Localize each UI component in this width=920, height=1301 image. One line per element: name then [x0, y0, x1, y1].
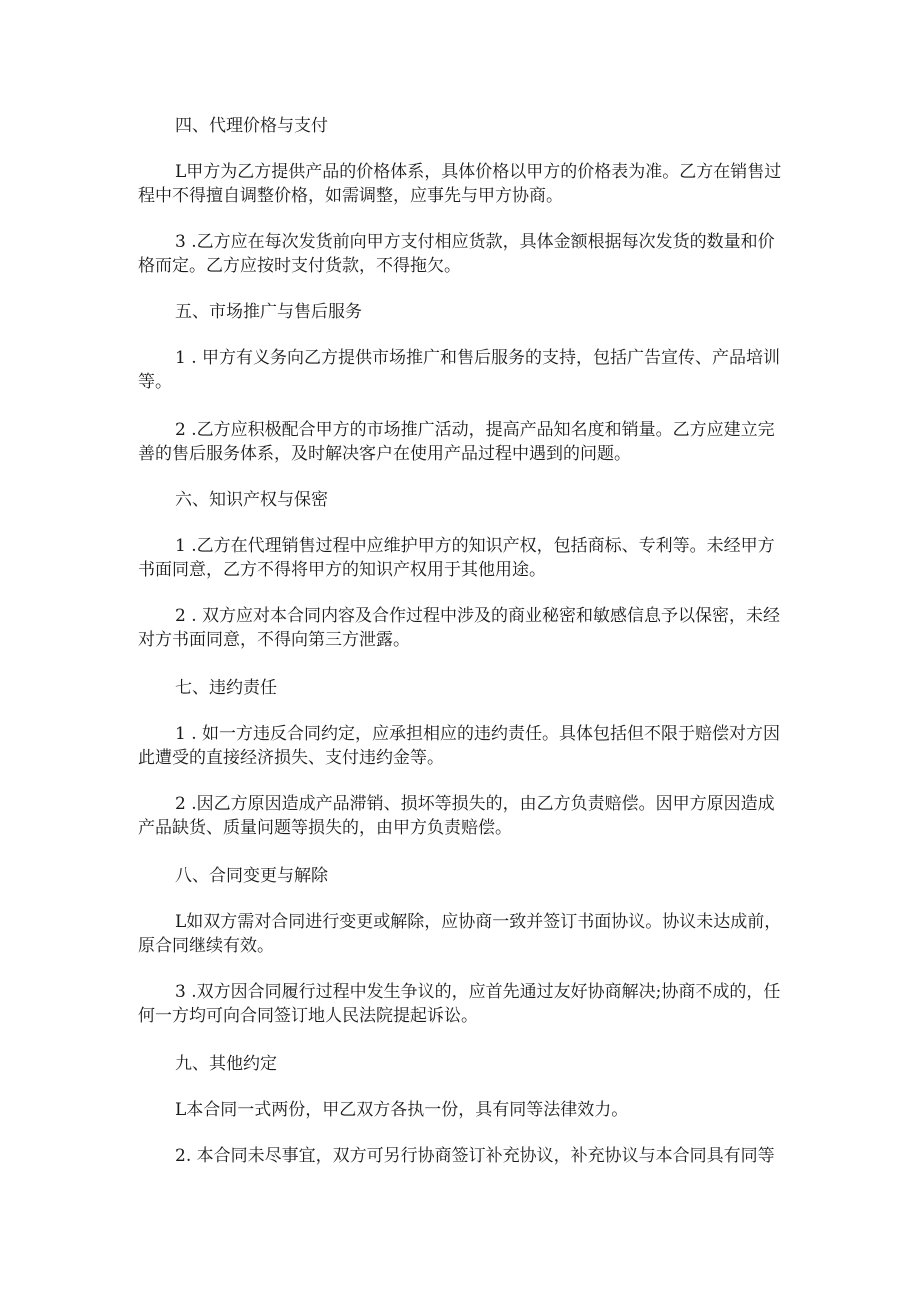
paragraph-5-2-line-1: 2 .乙方应积极配合甲方的市场推广活动，提高产品知名度和销量。乙方应建立完	[175, 420, 775, 440]
paragraph-7-1-line-2: 此遭受的直接经济损失、支付违约金等。	[138, 748, 444, 768]
paragraph-4-1-line-2: 程中不得擅自调整价格，如需调整，应事先与甲方协商。	[138, 186, 563, 206]
paragraph-9-1-line-1: L本合同一式两份，甲乙双方各执一份，具有同等法律效力。	[175, 1100, 629, 1120]
paragraph-4-2-line-2: 格而定。乙方应按时支付货款，不得拖欠。	[138, 256, 461, 276]
paragraph-8-1-line-1: L如双方需对合同进行变更或解除，应协商一致并签订书面协议。协议未达成前，	[175, 912, 782, 932]
paragraph-5-1-line-2: 等。	[138, 372, 172, 392]
section-heading-9: 九、其他约定	[175, 1054, 277, 1074]
section-heading-5: 五、市场推广与售后服务	[175, 302, 362, 322]
paragraph-7-2-line-1: 2 .因乙方原因造成产品滞销、损坏等损失的，由乙方负责赔偿。因甲方原因造成	[175, 794, 775, 814]
paragraph-8-2-line-1: 3 .双方因合同履行过程中发生争议的，应首先通过友好协商解决;协商不成的，任	[175, 982, 781, 1002]
paragraph-8-2-line-2: 何一方均可向合同签订地人民法院提起诉讼。	[138, 1006, 478, 1026]
section-heading-7: 七、违约责任	[175, 678, 277, 698]
paragraph-8-1-line-2: 原合同继续有效。	[138, 936, 274, 956]
paragraph-6-2-line-1: 2 . 双方应对本合同内容及合作过程中涉及的商业秘密和敏感信息予以保密，未经	[175, 606, 781, 626]
paragraph-5-1-line-1: 1 . 甲方有义务向乙方提供市场推广和售后服务的支持，包括广告宣传、产品培训	[175, 348, 781, 368]
paragraph-9-2-line-1: 2. 本合同未尽事宜，双方可另行协商签订补充协议，补充协议与本合同具有同等	[175, 1146, 775, 1166]
paragraph-4-1-line-1: L甲方为乙方提供产品的价格体系，具体价格以甲方的价格表为准。乙方在销售过	[175, 162, 782, 182]
paragraph-5-2-line-2: 善的售后服务体系，及时解决客户在使用产品过程中遇到的问题。	[138, 444, 631, 464]
paragraph-6-1-line-2: 书面同意，乙方不得将甲方的知识产权用于其他用途。	[138, 560, 546, 580]
paragraph-7-1-line-1: 1 . 如一方违反合同约定，应承担相应的违约责任。具体包括但不限于赔偿对方因	[175, 724, 781, 744]
section-heading-6: 六、知识产权与保密	[175, 490, 328, 510]
paragraph-4-2-line-1: 3 .乙方应在每次发货前向甲方支付相应货款，具体金额根据每次发货的数量和价	[175, 232, 775, 252]
paragraph-6-2-line-2: 对方书面同意，不得向第三方泄露。	[138, 630, 410, 650]
paragraph-6-1-line-1: 1 .乙方在代理销售过程中应维护甲方的知识产权，包括商标、专利等。未经甲方	[175, 536, 775, 556]
paragraph-7-2-line-2: 产品缺货、质量问题等损失的，由甲方负责赔偿。	[138, 818, 512, 838]
section-heading-4: 四、代理价格与支付	[175, 116, 328, 136]
section-heading-8: 八、合同变更与解除	[175, 866, 328, 886]
